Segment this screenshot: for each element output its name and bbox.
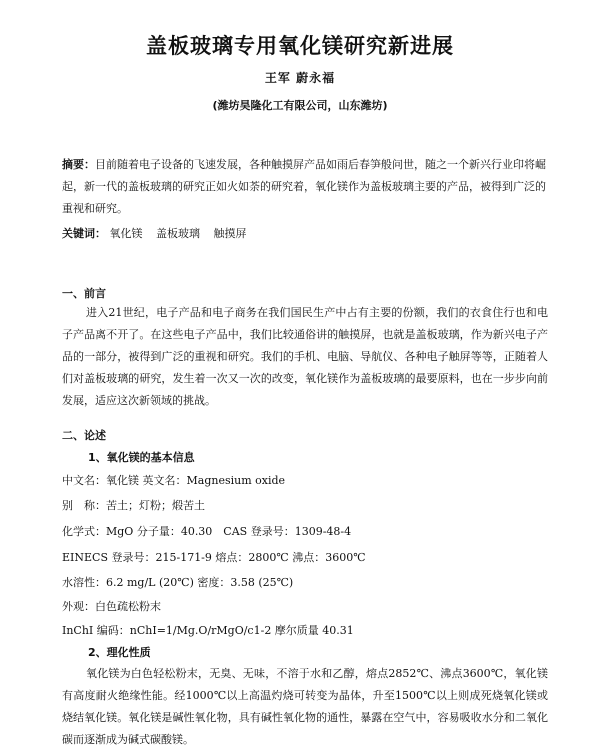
paper-affiliation: (潍坊昊隆化工有限公司，山东潍坊) bbox=[212, 99, 388, 112]
section-heading-discussion: 二、论述 bbox=[62, 429, 106, 442]
abstract bbox=[62, 154, 548, 220]
keywords bbox=[62, 225, 548, 241]
intro-paragraph: 进入21世纪，电子产品和电子商务在我们国民生产中占有主要的份额，我们的衣食住行也和电子产品离不开了。在这些电子产品中，我们比较通俗讲的触摸屏，也就是盖板玻璃，作为新兴电子产品的一部分，被得到广泛的重视和研究。我们的手机、电脑、导航仪、各种电子触屏等等，正随着人们对盖板玻璃的研究，发生着一次又一次的改变，氧化镁作为盖板玻璃的最要原料，也在一步步向前发展，适应这次新领域的挑战。 bbox=[62, 306, 548, 407]
fact-line: InChI 编码：nChI=1/Mg.O/rMgO/c1-2 摩尔质量 40.31 bbox=[62, 624, 354, 637]
paper-title: 盖板玻璃专用氧化镁研究新进展 bbox=[146, 34, 454, 58]
subsection-heading-properties: 2、理化性质 bbox=[88, 646, 151, 659]
keyword: 盖板玻璃 bbox=[156, 227, 200, 240]
abstract-label: 摘要： bbox=[62, 158, 95, 171]
fact-line: 别 称：苦土；灯粉；煅苦土 bbox=[62, 499, 205, 512]
keyword: 触摸屏 bbox=[213, 227, 247, 240]
keyword: 氧化镁 bbox=[109, 227, 143, 240]
keywords-label: 关键词： bbox=[62, 227, 106, 240]
fact-line: 外观：白色疏松粉末 bbox=[62, 600, 161, 613]
abstract-text: 目前随着电子设备的飞速发展，各种触摸屏产品如雨后春笋般问世，随之一个新兴行业印将崛起，新一代的盖板玻璃的研究正如火如荼的研究着，氧化镁作为盖板玻璃主要的产品，被得到广泛的重视和研究。 bbox=[62, 158, 546, 215]
subsection-heading-basic-info: 1、氧化镁的基本信息 bbox=[88, 451, 195, 464]
paper-authors: 王军 蔚永福 bbox=[264, 71, 336, 85]
fact-line: 水溶性：6.2 mg/L (20℃) 密度：3.58 (25℃) bbox=[62, 576, 294, 589]
properties-paragraph: 氧化镁为白色轻松粉末，无臭、无味，不溶于水和乙醇，熔点2852℃、沸点3600℃，氧化镁有高度耐火绝缘性能。经1000℃以上高温灼烧可转变为晶体，升至1500℃以上则成死烧氧化镁或烧结氧化镁。氧化镁是碱性氧化物，具有碱性氧化物的通性，暴露在空气中，容易吸收水分和二氧化碳而逐渐成为碱式碳酸镁。 bbox=[62, 667, 548, 746]
fact-line: 化学式：MgO 分子量：40.30 CAS 登录号：1309-48-4 bbox=[62, 525, 352, 538]
fact-line: EINECS 登录号：215-171-9 熔点：2800℃ 沸点：3600℃ bbox=[62, 551, 366, 564]
section-heading-intro: 一、前言 bbox=[62, 287, 106, 300]
fact-line: 中文名：氧化镁 英文名：Magnesium oxide bbox=[62, 474, 286, 487]
